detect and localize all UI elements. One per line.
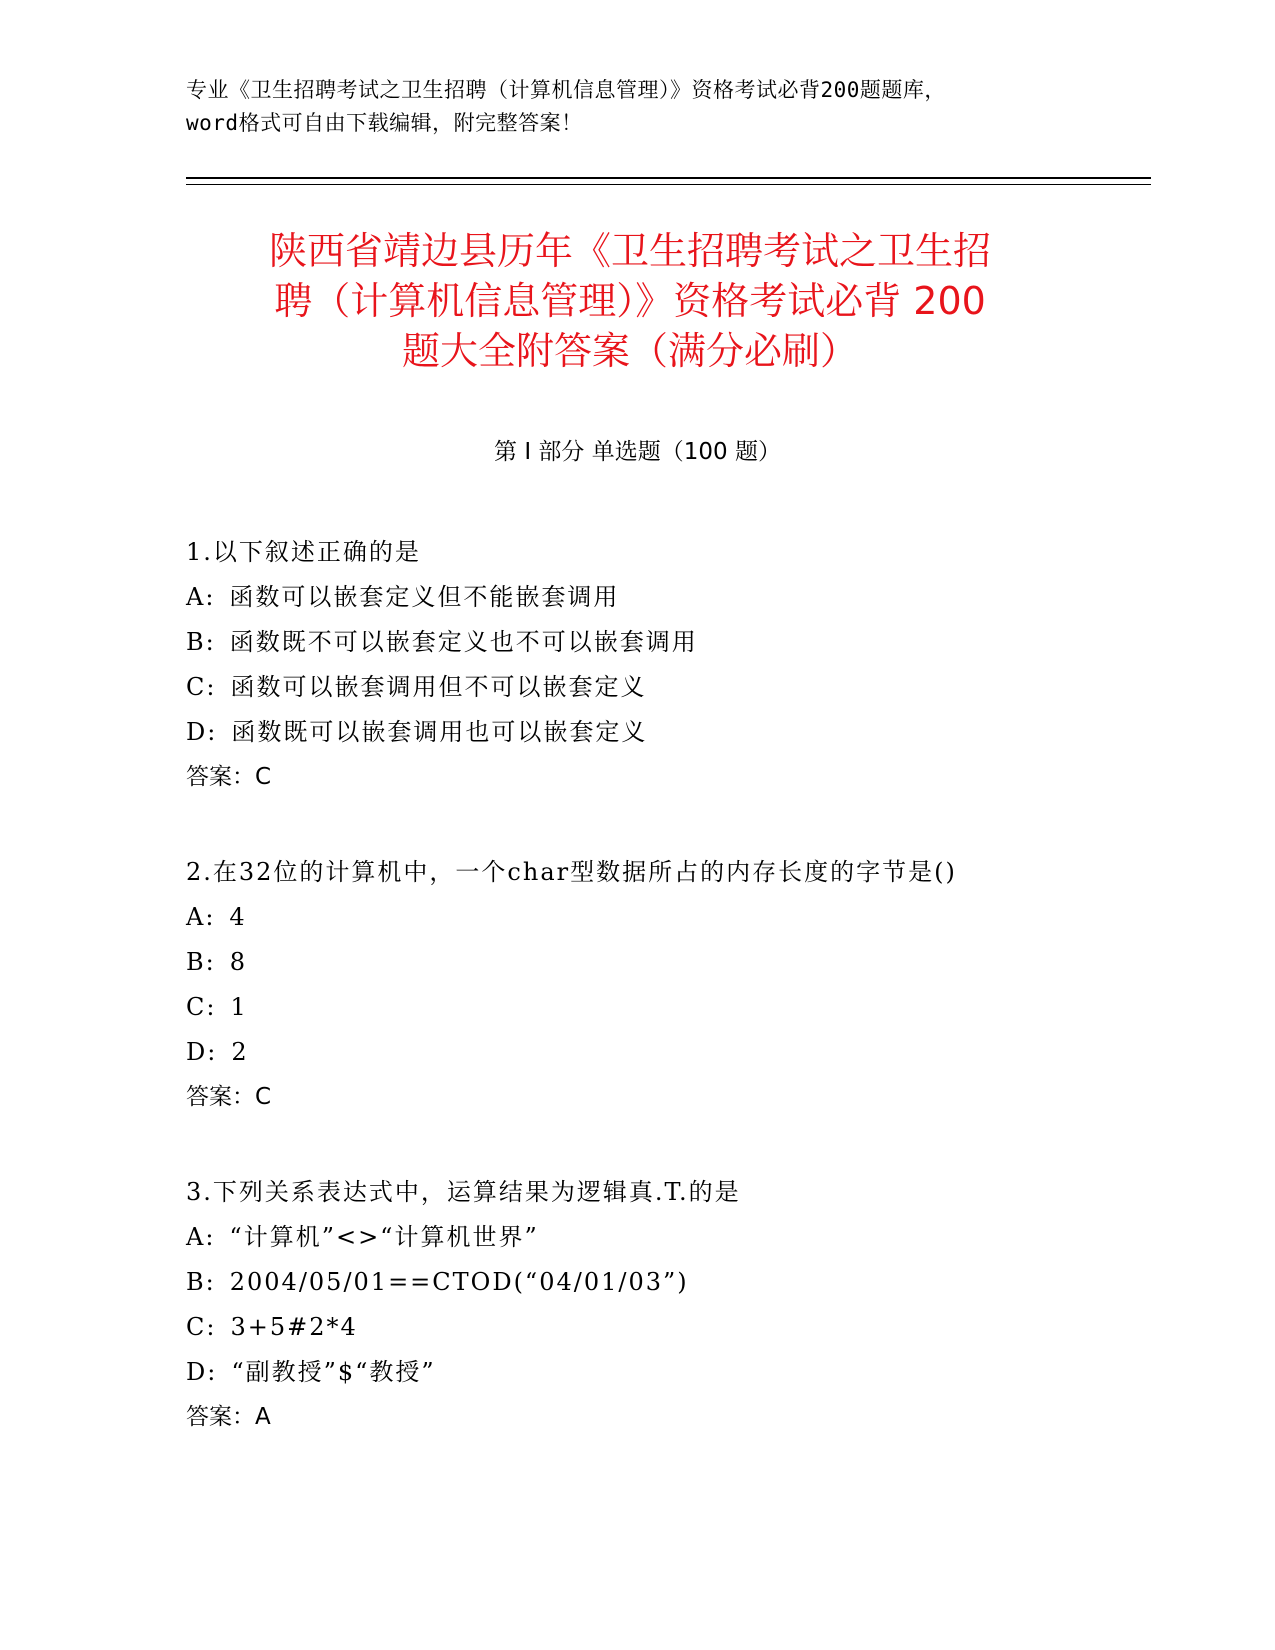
option-label: B:	[186, 948, 216, 976]
option-label: B:	[186, 628, 216, 656]
header-rule-thin	[186, 184, 1151, 185]
title-line-1: 陕西省靖边县历年《卫生招聘考试之卫生招	[268, 229, 991, 273]
option-label: C:	[186, 993, 217, 1021]
option-c	[186, 1305, 1146, 1350]
question-stem: 1.以下叙述正确的是	[186, 538, 421, 566]
option-label: C:	[186, 1313, 217, 1341]
question-2	[186, 850, 1146, 1120]
option-d	[186, 1350, 1146, 1395]
header-note-line-2: word格式可自由下载编辑，附完整答案！	[186, 111, 583, 135]
option-text: 4	[229, 903, 247, 931]
option-text: 8	[229, 948, 248, 976]
title-line-3: 题大全附答案（满分必刷）	[401, 329, 858, 373]
question-3	[186, 1170, 1146, 1440]
option-a	[186, 1215, 1146, 1260]
option-text: 1	[230, 993, 248, 1021]
option-label: B:	[186, 1268, 216, 1296]
question-1	[186, 530, 1146, 800]
option-a	[186, 895, 1146, 940]
option-text: 函数可以嵌套调用但不可以嵌套定义	[230, 673, 647, 701]
question-stem: 2.在32位的计算机中，一个char型数据所占的内存长度的字节是()	[186, 858, 957, 886]
question-stem: 3.下列关系表达式中，运算结果为逻辑真.T.的是	[186, 1178, 741, 1206]
title-line-2: 聘（计算机信息管理）》资格考试必背 200	[274, 279, 986, 323]
option-label: A:	[186, 1223, 216, 1251]
option-label: C:	[186, 673, 217, 701]
option-d	[186, 1030, 1146, 1075]
option-text: “计算机”<>“计算机世界”	[229, 1223, 539, 1251]
answer: 答案：C	[186, 764, 272, 790]
option-label: A:	[186, 583, 216, 611]
header-rule-thick	[186, 177, 1151, 179]
header-note-line-1: 专业《卫生招聘考试之卫生招聘（计算机信息管理）》资格考试必背200题题库，	[186, 78, 946, 102]
answer: 答案：C	[186, 1084, 272, 1110]
option-label: A:	[186, 903, 216, 931]
option-c	[186, 665, 1146, 710]
option-label: D:	[186, 1358, 218, 1386]
document-title	[150, 226, 1110, 376]
question-list	[186, 530, 1146, 1490]
option-text: 2004/05/01==CTOD(“04/01/03”)	[229, 1268, 689, 1296]
option-b	[186, 620, 1146, 665]
option-b	[186, 1260, 1146, 1305]
header-note	[186, 74, 1106, 140]
section-title: 第 I 部分 单选题（100 题）	[494, 439, 781, 465]
option-text: 函数可以嵌套定义但不能嵌套调用	[229, 583, 620, 611]
option-d	[186, 710, 1146, 755]
option-label: D:	[186, 1038, 218, 1066]
option-text: 函数既可以嵌套调用也可以嵌套定义	[231, 718, 648, 746]
option-a	[186, 575, 1146, 620]
answer: 答案：A	[186, 1404, 271, 1430]
option-b	[186, 940, 1146, 985]
option-text: “副教授”$“教授”	[231, 1358, 436, 1386]
option-c	[186, 985, 1146, 1030]
option-text: 3+5#2*4	[230, 1313, 358, 1341]
option-text: 2	[231, 1038, 249, 1066]
option-text: 函数既不可以嵌套定义也不可以嵌套调用	[229, 628, 698, 656]
option-label: D:	[186, 718, 218, 746]
